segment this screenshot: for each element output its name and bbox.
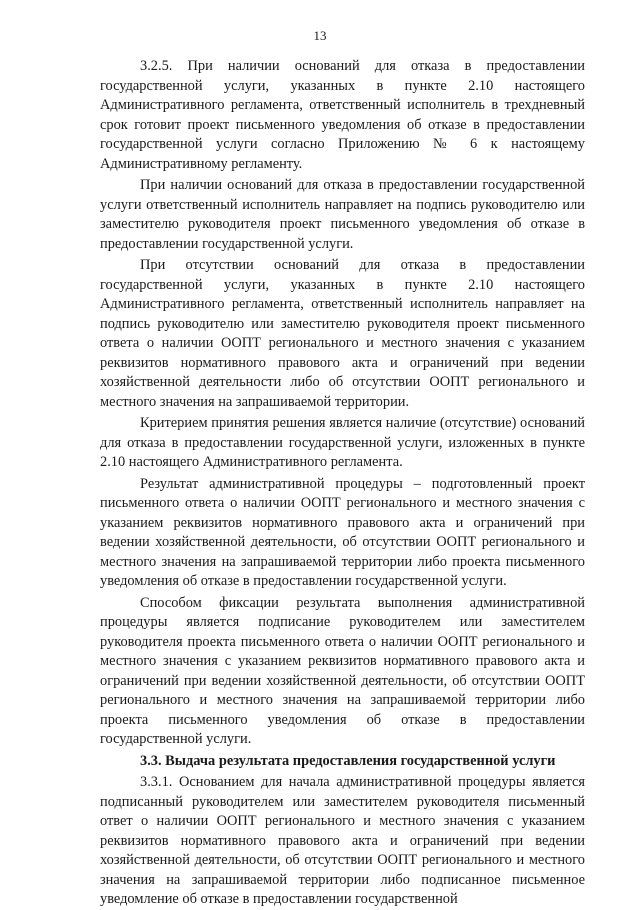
paragraph-refusal-signing: При наличии оснований для отказа в предоставлении государственной услуги ответственный исполнитель направляет на подпись руководителю или заместителю руководителя проект письменного уведомления об отказе в предоставлении государственной услуги. [100,177,585,252]
paragraph-result-fixation: Способом фиксации результата выполнения административной процедуры является подписание руководителем или заместителем руководителя проекта письменного ответа о наличии ООПТ регионального и местного значения с указанием реквизитов нормативного правового акта и ограничений при ведении хозяйственной деятельности, об отсутствии ООПТ регионального и местного значения на запрашиваемой территории либо проекта письменного уведомления об отказе в предоставлении государственной услуги. [100,594,585,747]
section-heading-3-3: 3.3. Выдача результата предоставления государственной услуги [140,752,556,769]
paragraph-3-2-5: 3.2.5. При наличии оснований для отказа в предоставлении государственной услуги, указанных в пункте 2.10 настоящего Административного регламента, ответственный исполнитель в трехдневный срок готовит проект письменного уведомления об отказе в предоставлении государственной услуги согласно Приложению № 6 к настоящему Административному регламенту. [100,58,585,172]
document-body [100,57,585,910]
paragraph-3-3-1: 3.3.1. Основанием для начала административной процедуры является подписанный руководителем или заместителем руководителя письменный ответ о наличии ООПТ регионального и местного значения с указанием реквизитов нормативного правового акта и ограничений при ведении хозяйственной деятельности, об отсутствии ООПТ регионального и местного значения на запрашиваемой территории либо подписанное письменное уведомление об отказе в предоставлении государственной [100,774,585,907]
page-number: 13 [313,28,327,43]
paragraph-procedure-result: Результат административной процедуры – подготовленный проект письменного ответа о наличии ООПТ регионального и местного значения с указанием реквизитов нормативного правового акта и ограничений при ведении хозяйственной деятельности, об отсутствии ООПТ регионального и местного значения на запрашиваемой территории либо проекта письменного уведомления об отказе в предоставлении государственной услуги. [100,475,585,589]
paragraph-no-grounds: При отсутствии оснований для отказа в предоставлении государственной услуги, указанных в пункте 2.10 настоящего Административного регламента, ответственный исполнитель направляет на подпись руководителю или заместителю руководителя проект письменного ответа о наличии ООПТ регионального и местного значения с указанием реквизитов нормативного правового акта и ограничений при ведении хозяйственной деятельности либо об отсутствии ООПТ регионального и местного значения на запрашиваемой территории. [100,257,585,410]
paragraph-decision-criterion: Критерием принятия решения является наличие (отсутствие) оснований для отказа в предоставлении государственной услуги, изложенных в пункте 2.10 настоящего Административного регламента. [100,415,585,470]
